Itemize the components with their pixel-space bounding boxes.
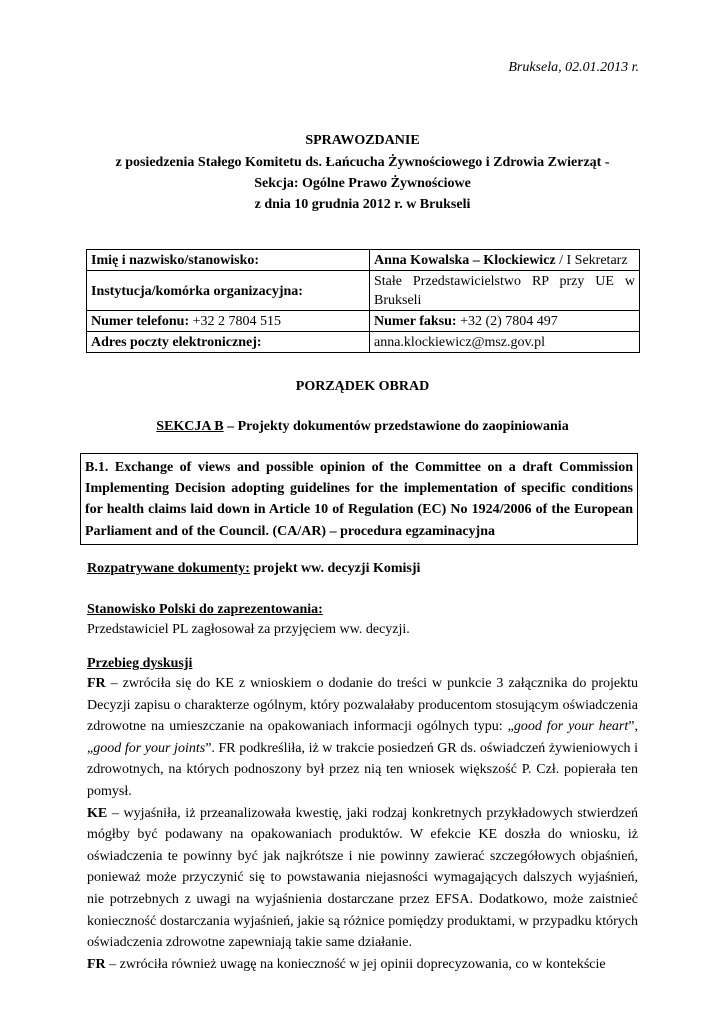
report-subtitle-line1: z posiedzenia Stałego Komitetu ds. Łańcucha Żywnościowego i Zdrowia Zwierząt - bbox=[115, 155, 610, 170]
institution-value: Stałe Przedstawicielstwo RP przy UE w Brukseli bbox=[370, 271, 640, 311]
fax-label: Numer faksu: bbox=[374, 314, 457, 329]
fax-value: +32 (2) 7804 497 bbox=[456, 314, 558, 329]
author-info-table bbox=[86, 249, 640, 353]
phone-cell bbox=[87, 311, 370, 332]
speaker-fr-2: FR bbox=[87, 956, 106, 972]
position-label: Stanowisko Polski do zaprezentowania: bbox=[87, 602, 323, 617]
documents-paragraph bbox=[87, 558, 638, 579]
discussion-paragraph-fr-2: FR – zwróciła również uwagę na konieczność w jej opinii doprecyzowania, co w kontekście bbox=[87, 956, 606, 972]
documents-label: Rozpatrywane dokumenty: bbox=[87, 561, 250, 576]
speaker-ke: KE bbox=[87, 805, 108, 821]
table-row bbox=[87, 250, 640, 271]
report-subtitle-line2: Sekcja: Ogólne Prawo Żywnościowe bbox=[254, 176, 471, 191]
table-row bbox=[87, 311, 640, 332]
table-row bbox=[87, 271, 640, 311]
agenda-item-box: B.1. Exchange of views and possible opinion of the Committee on a draft Commission Implementing Decision adopting guidelines for the implementation of specific conditions for health claims laid down in Article 10 of Regulation (EC) No 1924/2006 of the European Parliament and of the Council. (CA/AR) – procedura egzaminacyjna bbox=[80, 453, 638, 545]
position-value: Przedstawiciel PL zagłosował za przyjęciem ww. decyzji. bbox=[87, 622, 410, 637]
email-value: anna.klockiewicz@msz.gov.pl bbox=[370, 332, 640, 353]
name-cell bbox=[370, 250, 640, 271]
role-value: / I Sekretarz bbox=[555, 253, 628, 268]
agenda-title: PORZĄDEK OBRAD bbox=[295, 379, 430, 394]
document-date: Bruksela, 02.01.2013 r. bbox=[508, 60, 639, 75]
section-name: SEKCJA B bbox=[156, 419, 224, 434]
phone-label: Numer telefonu: bbox=[91, 314, 190, 329]
report-title: SPRAWOZDANIE bbox=[305, 133, 420, 148]
discussion-paragraph-ke: KE – wyjaśniła, iż przeanalizowała kwestię, jaki rodzaj konkretnych przykładowych stwierdzeń mógłby być podawany na opakowaniach produktów. W efekcie KE doszła do wniosku, iż oświadczenia te powinny być jak najkrótsze i nie powinny zawierać szczegółowych objaśnień, ponieważ może przyczynić się to powstawania niejasności wymagających dalszych wyjaśnień, nie potrzebnych z uwagi na wyjaśnienia dostarczane przez EFSA. Dodatkowo, może zaistnieć konieczność dostarczania wyjaśnień, jakie są różnice pomiędzy produktami, w przypadku których oświadczenia zdrowotne zapewniają takie same działanie. bbox=[87, 805, 638, 951]
fax-cell bbox=[370, 311, 640, 332]
discussion-body bbox=[87, 673, 638, 975]
phone-value: +32 2 7804 515 bbox=[189, 314, 282, 329]
name-label: Imię i nazwisko/stanowisko: bbox=[87, 250, 370, 271]
discussion-label: Przebieg dyskusji bbox=[87, 656, 193, 671]
name-value: Anna Kowalska – Klockiewicz bbox=[374, 253, 556, 268]
email-label: Adres poczty elektronicznej: bbox=[87, 332, 370, 353]
section-heading bbox=[0, 416, 725, 437]
table-row bbox=[87, 332, 640, 353]
section-description: – Projekty dokumentów przedstawione do zaopiniowania bbox=[223, 419, 569, 434]
report-subtitle-line3: z dnia 10 grudnia 2012 r. w Brukseli bbox=[254, 197, 471, 212]
discussion-paragraph-fr: FR – zwróciła się do KE z wnioskiem o dodanie do treści w punkcie 3 załącznika do projektu Decyzji zapisu o charakterze ogólnym, który pozwalałaby producentom stosującym oświadczenia zdrowotne na umieszczanie na opakowaniach informacji ogólnych typu: „good for your heart”, „good for your joints”. FR podkreśliła, iż w trakcie posiedzeń GR ds. oświadczeń żywieniowych i zdrowotnych, na których podnoszony był przez nią ten wniosek większość P. Czł. popierała ten pomysł. bbox=[87, 676, 638, 799]
documents-value: projekt ww. decyzji Komisji bbox=[249, 561, 421, 576]
speaker-fr: FR bbox=[87, 676, 106, 691]
institution-label: Instytucja/komórka organizacyjna: bbox=[87, 271, 370, 311]
